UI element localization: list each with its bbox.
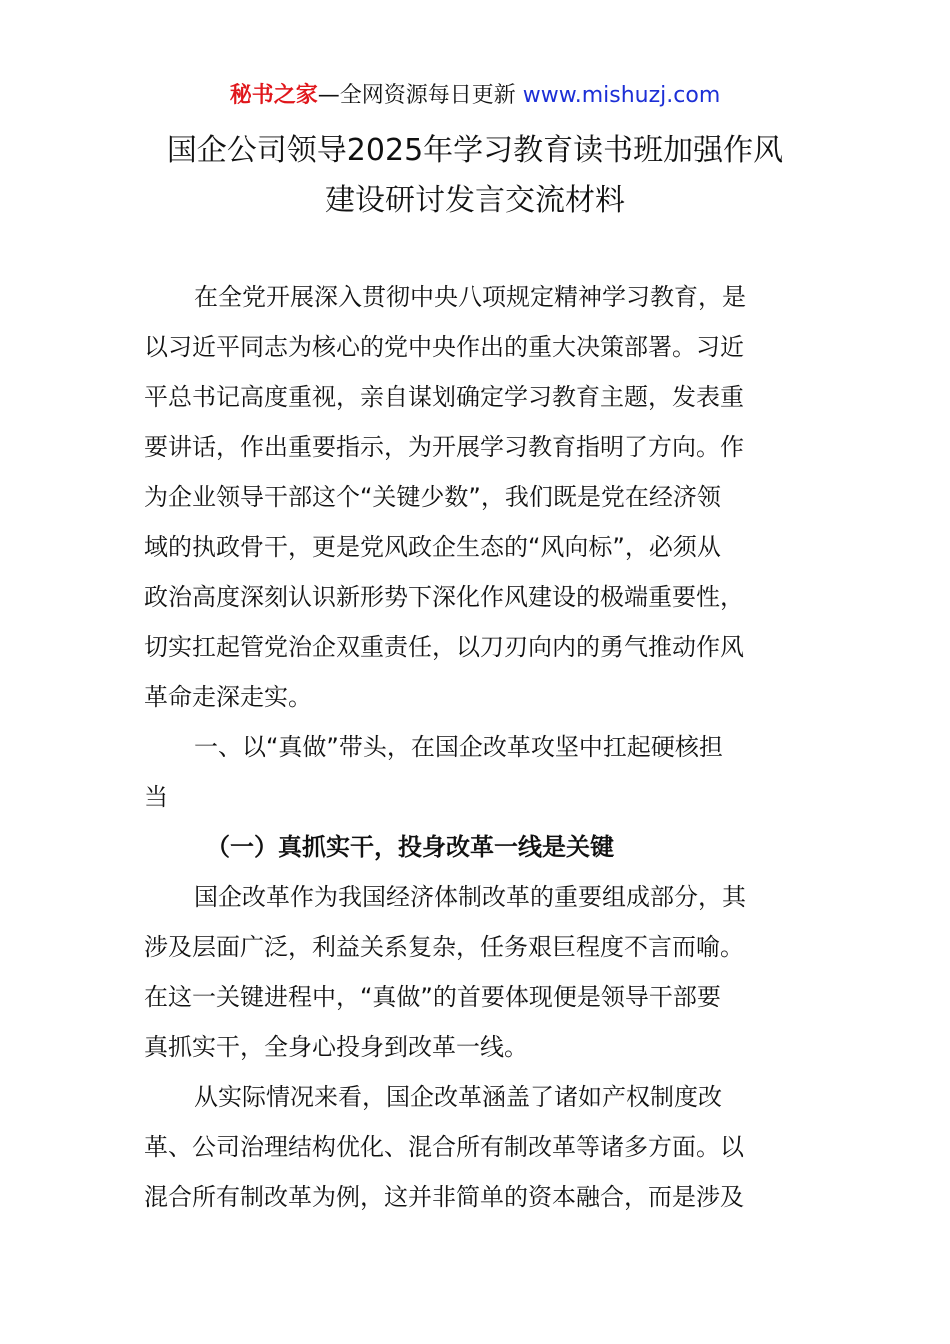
paragraph-intro-line: 切实扛起管党治企双重责任，以刀刃向内的勇气推动作风 [144,633,744,661]
paragraph-line: 在这一关键进程中，“真做”的首要体现便是领导干部要 [144,983,721,1011]
paragraph-line: 混合所有制改革为例，这并非简单的资本融合，而是涉及 [144,1183,744,1211]
paragraph-intro-line: 域的执政骨干，更是党风政企生态的“风向标”，必须从 [144,533,721,561]
paragraph-line: 从实际情况来看，国企改革涵盖了诸如产权制度改 [194,1083,722,1111]
title-line-1: 国企公司领导2025年学习教育读书班加强作风 [166,133,784,168]
paragraph-intro-line: 以习近平同志为核心的党中央作出的重大决策部署。习近 [144,333,744,361]
section-heading-line: 当 [144,783,168,811]
paragraph-line: 革、公司治理结构优化、混合所有制改革等诸多方面。以 [144,1133,744,1161]
section-heading-line: 一、以“真做”带头，在国企改革攻坚中扛起硬核担 [194,733,723,761]
title-line-2: 建设研讨发言交流材料 [325,183,625,218]
paragraph-intro-line: 为企业领导干部这个“关键少数”，我们既是党在经济领 [144,483,721,511]
site-tagline: —全网资源每日更新 [317,83,523,108]
paragraph-intro-line: 革命走深走实。 [144,683,312,711]
paragraph-line: 涉及层面广泛，利益关系复杂，任务艰巨程度不言而喻。 [144,933,744,961]
paragraph-intro-line: 政治高度深刻认识新形势下深化作风建设的极端重要性， [144,583,744,611]
subsection-heading: （一）真抓实干，投身改革一线是关键 [206,833,614,861]
paragraph-intro-line: 平总书记高度重视，亲自谋划确定学习教育主题，发表重 [144,383,744,411]
paragraph-line: 国企改革作为我国经济体制改革的重要组成部分，其 [194,883,746,911]
document-body [144,272,806,1222]
paragraph-intro-line: 在全党开展深入贯彻中央八项规定精神学习教育，是 [194,283,746,311]
paragraph-intro-line: 要讲话，作出重要指示，为开展学习教育指明了方向。作 [144,433,744,461]
paragraph-line: 真抓实干，全身心投身到改革一线。 [144,1033,528,1061]
document-title [100,126,850,226]
site-url[interactable]: www.mishuzj.com [522,83,721,108]
site-brand: 秘书之家 [229,83,318,108]
site-header [0,80,950,112]
